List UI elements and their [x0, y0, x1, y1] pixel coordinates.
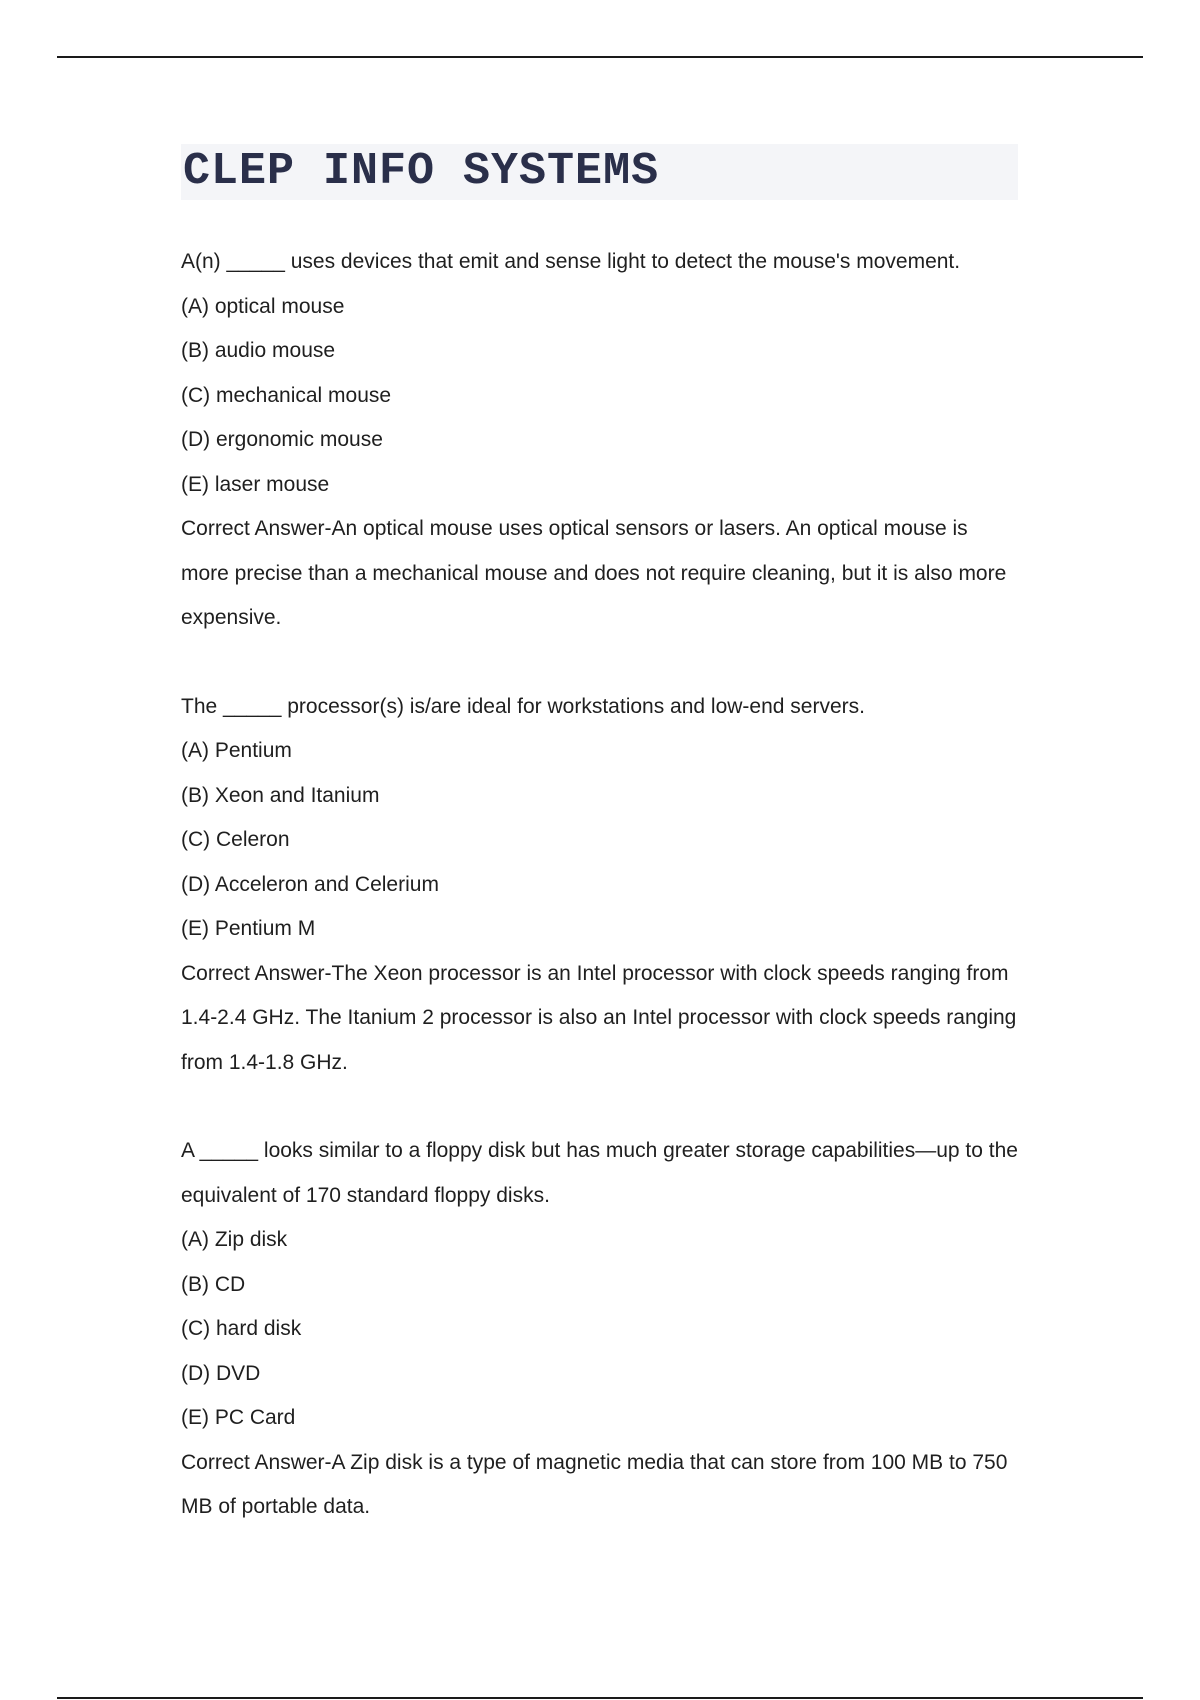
- question-list: [181, 240, 1021, 1530]
- option-b: (B) audio mouse: [181, 339, 336, 362]
- option-a: (A) optical mouse: [181, 294, 345, 318]
- question-3: [181, 1129, 1021, 1530]
- bottom-rule: [57, 1697, 1143, 1699]
- question-prompt: A _____ looks similar to a floppy disk but has much greater storage capabilities—up to the equivalent of 170 standard floppy disks.: [181, 1139, 1018, 1207]
- question-2: [181, 685, 1021, 1086]
- top-rule: [57, 56, 1143, 58]
- option-d: (D) ergonomic mouse: [181, 428, 383, 451]
- option-c: (C) Celeron: [181, 828, 290, 851]
- option-a: (A) Zip disk: [181, 1228, 288, 1251]
- option-b: (B) CD: [181, 1272, 246, 1296]
- question-prompt: The _____ processor(s) is/are ideal for workstations and low-end servers.: [181, 694, 865, 718]
- option-e: (E) Pentium M: [181, 917, 316, 940]
- option-c: (C) hard disk: [181, 1317, 302, 1340]
- option-d: (D) DVD: [181, 1361, 261, 1385]
- option-e: (E) laser mouse: [181, 472, 330, 496]
- option-c: (C) mechanical mouse: [181, 383, 392, 407]
- document-body: [181, 144, 1021, 1574]
- option-e: (E) PC Card: [181, 1406, 296, 1429]
- option-a: (A) Pentium: [181, 739, 292, 762]
- correct-answer: Correct Answer-An optical mouse uses optical sensors or lasers. An optical mouse is more precise than a mechanical mouse and does not require cleaning, but it is also more expensive.: [181, 517, 1007, 629]
- title-banner: [181, 144, 1018, 200]
- page-title: CLEP INFO SYSTEMS: [183, 146, 660, 197]
- option-d: (D) Acceleron and Celerium: [181, 872, 439, 896]
- correct-answer: Correct Answer-A Zip disk is a type of magnetic media that can store from 100 MB to 750 MB of portable data.: [181, 1450, 1008, 1518]
- question-1: [181, 240, 1021, 641]
- option-b: (B) Xeon and Itanium: [181, 783, 380, 807]
- question-prompt: A(n) _____ uses devices that emit and sense light to detect the mouse's movement.: [181, 250, 961, 273]
- correct-answer: Correct Answer-The Xeon processor is an Intel processor with clock speeds ranging from 1.4-2.4 GHz. The Itanium 2 processor is also an Intel processor with clock speeds ranging from 1.4-1.8 GHz.: [181, 961, 1017, 1074]
